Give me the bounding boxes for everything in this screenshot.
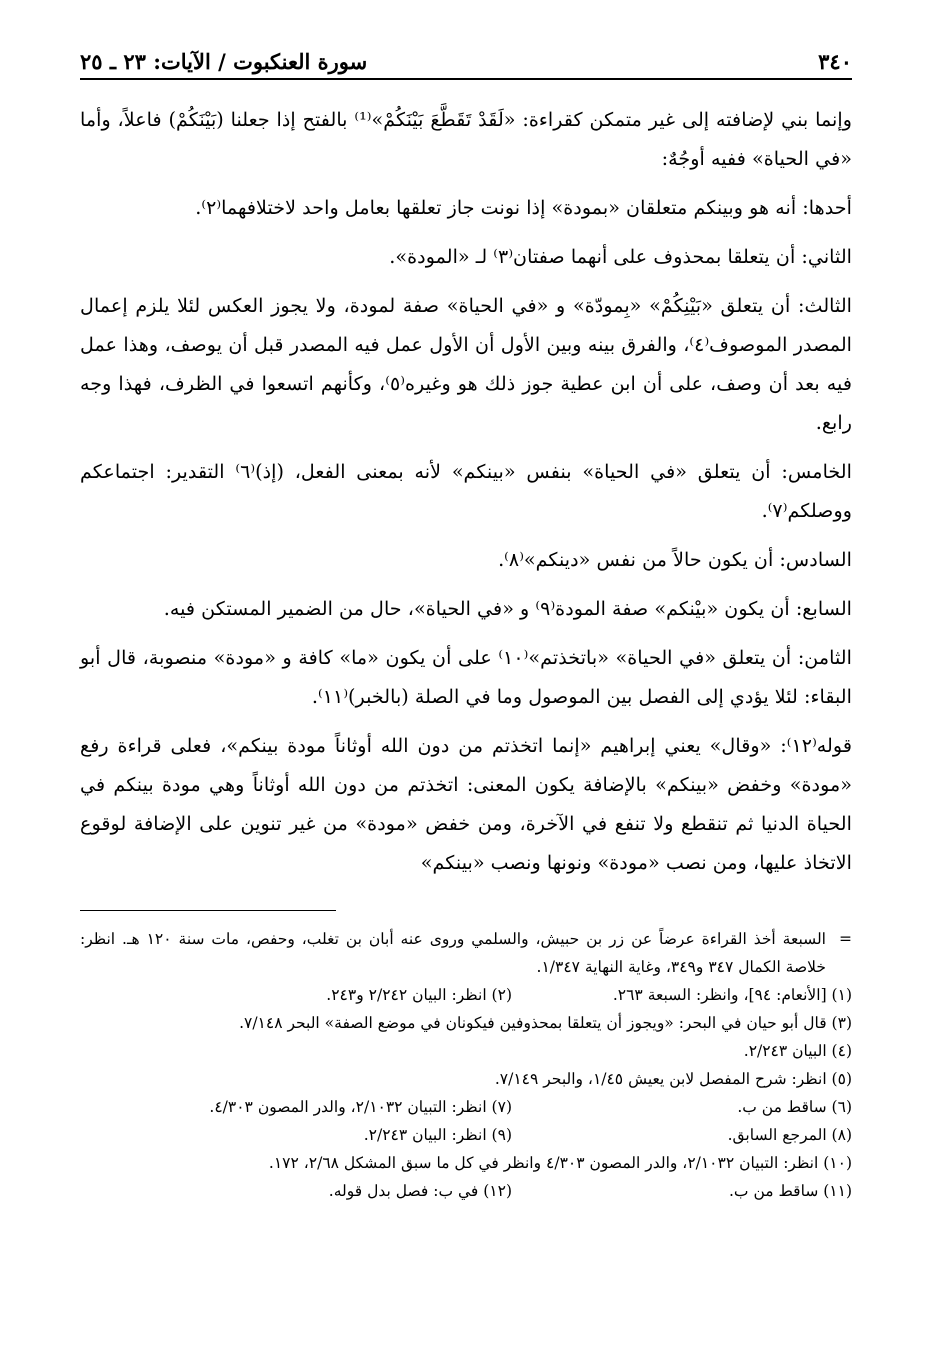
footnote-continuation (80, 925, 852, 981)
footnote-8: (٨) المرجع السابق. (727, 1126, 852, 1144)
footnote-row (80, 1177, 852, 1205)
page-header (80, 40, 852, 80)
footnote-row (80, 981, 852, 1009)
footnote-row (80, 1121, 852, 1149)
paragraph: أحدها: أنه هو وبينكم متعلقان «بمودة» إذا نونت جاز تعلقها بعامل واحد لاختلافهما⁽٢⁾. (195, 196, 852, 219)
paragraph: السادس: أن يكون حالاً من نفس «دينكم»⁽٨⁾. (498, 548, 852, 571)
footnote-row (80, 1149, 852, 1177)
running-title: سورة العنكبوت / الآيات: ٢٣ ـ ٢٥ (80, 49, 368, 74)
footnote-10: (١٠) انظر: التبيان ٢/١٠٣٢، والدر المصون ٤/٣٠٣ وانظر في كل ما سبق المشكل ٢/٦٨، ١٧٢. (268, 1154, 852, 1172)
footnote-9: (٩) انظر: البيان ٢/٢٤٣. (363, 1126, 512, 1144)
footnote-11: (١١) ساقط من ب. (729, 1182, 852, 1200)
footnote-4: (٤) البيان ٢/٢٤٣. (743, 1042, 852, 1060)
paragraph: الثاني: أن يتعلقا بمحذوف على أنهما صفتان⁽٣⁾ لـ «المودة». (389, 245, 852, 268)
footnote-12: (١٢) في ب: فصل بدل قوله. (328, 1182, 512, 1200)
footnote-row (80, 1037, 852, 1065)
paragraph: وإنما بني لإضافته إلى غير متمكن كقراءة: «لَقَدْ تَقَطَّعَ بَيْنَكُمْ»⁽¹⁾ بالفتح إذا جعلنا (بَيْنَكُمْ) فاعلاً، وأما «في الحياة» ففيه أوجُهٌ: (80, 108, 852, 170)
paragraph: السابع: أن يكون «بيْنكم» صفة المودة⁽٩⁾ و «في الحياة»، حال من الضمير المستكن فيه. (163, 597, 852, 620)
footnote-1: (١) [الأنعام: ٩٤]، وانظر: السبعة ٢٦٣. (612, 986, 852, 1004)
footnote-row (80, 1065, 852, 1093)
footnote-text: السبعة أخذ القراءة عرضاً عن زر بن حبيش، والسلمي وروى عنه أبان بن تغلب، وحفص، مات سنة ١٢٠ هـ. انظر: خلاصة الكمال ٣٤٧ و٣٤٩، وغاية النهاية ١/٣٤٧. (80, 930, 826, 976)
footnote-divider (80, 910, 336, 911)
footnote-row (80, 1009, 852, 1037)
footnote-2: (٢) انظر: البيان ٢/٢٤٢ و٢٤٣. (326, 986, 512, 1004)
continuation-mark: = (839, 930, 852, 948)
paragraph: الثامن: أن يتعلق «في الحياة» «باتخذتم»⁽١٠⁾ على أن يكون «ما» كافة و «مودة» منصوبة، قال أبو البقاء: لئلا يؤدي إلى الفصل بين الموصول وما في الصلة (بالخبر)⁽١١⁾. (80, 646, 852, 708)
footnotes (80, 925, 852, 1205)
footnote-row (80, 1093, 852, 1121)
page-number: ٣٤٠ (818, 49, 852, 74)
footnote-7: (٧) انظر: التبيان ٢/١٠٣٢، والدر المصون ٤/٣٠٣. (209, 1098, 512, 1116)
footnote-3: (٣) قال أبو حيان في البحر: «ويجوز أن يتعلقا بمحذوفين فيكونان في موضع الصفة» البحر ٧/١٤٨. (239, 1014, 852, 1032)
main-text (80, 100, 852, 882)
paragraph: قوله⁽١٢⁾: «وقال» يعني إبراهيم «إنما اتخذتم من دون الله أوثاناً مودة بينكم»، فعلى قراءة رفع «مودة» وخفض «بينكم» بالإضافة يكون المعنى: اتخذتم من دون الله أوثاناً وهي مودة بينكم في الحياة الدنيا ثم تنقطع ولا تنفع في الآخرة، ومن خفض «مودة» من غير تنوين على الإضافة لوقوع الاتخاذ عليها، ومن نصب «مودة» ونونها ونصب «بينكم» (80, 734, 852, 874)
footnote-6: (٦) ساقط من ب. (737, 1098, 852, 1116)
paragraph: الثالث: أن يتعلق «بَيْنِكُمْ» «بِمودّة» و «في الحياة» صفة لمودة، ولا يجوز العكس لئلا يلزم إعمال المصدر الموصوف⁽٤⁾، والفرق بينه وبين الأول أن الأول عمل فيه المصدر قبل أن يوصف، وهذا عمل فيه بعد أن وصف، على أن ابن عطية جوز ذلك هو وغيره⁽٥⁾، وكأنهم اتسعوا في الظرف، فهذا وجه رابع. (80, 294, 852, 434)
footnote-5: (٥) انظر: شرح المفصل لابن يعيش ١/٤٥، والبحر ٧/١٤٩. (494, 1070, 852, 1088)
paragraph: الخامس: أن يتعلق «في الحياة» بنفس «بينكم» لأنه بمعنى الفعل، (إذ)⁽٦⁾ التقدير: اجتماعكم ووصلكم⁽٧⁾. (80, 460, 852, 522)
